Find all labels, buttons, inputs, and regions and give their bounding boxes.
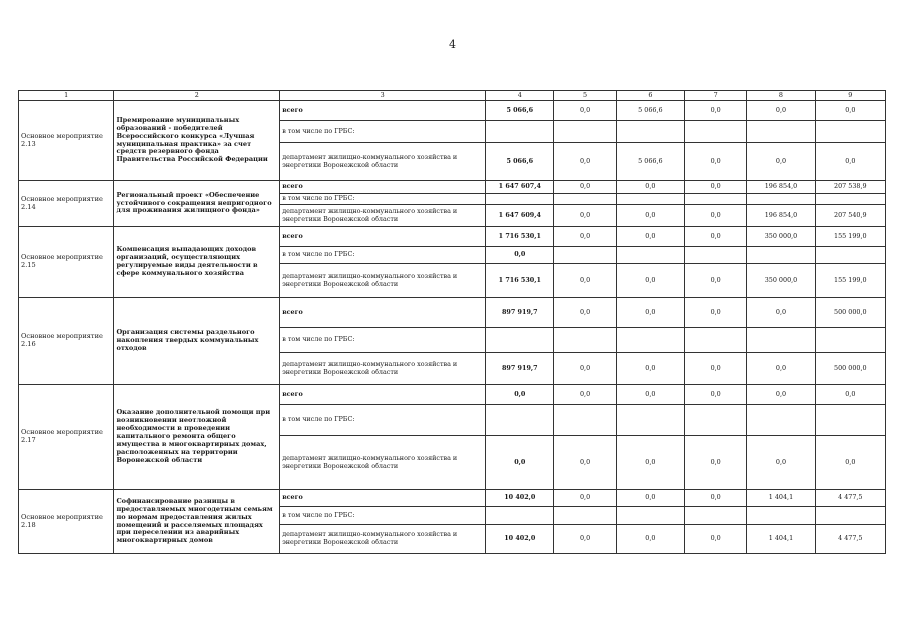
row-grbs-label: в том числе по ГРБС:: [280, 121, 486, 143]
value-cell: 897 919,7: [486, 353, 554, 385]
value-cell: 0,0: [685, 353, 747, 385]
value-cell: [486, 328, 554, 353]
value-cell: 0,0: [685, 181, 747, 194]
header-col-7: 7: [685, 91, 747, 101]
value-cell: [554, 328, 616, 353]
value-cell: 5 066,6: [616, 143, 684, 181]
value-cell: 0,0: [685, 298, 747, 328]
value-cell: 0,0: [554, 353, 616, 385]
budget-table: [18, 90, 886, 554]
value-cell: 1 716 530,1: [486, 227, 554, 247]
value-cell: 0,0: [747, 436, 815, 490]
row-department-label: департамент жилищно-коммунального хозяйства и энергетики Воронежской области: [280, 525, 486, 554]
value-cell: 0,0: [747, 143, 815, 181]
value-cell: 0,0: [616, 525, 684, 554]
value-cell: 1 404,1: [747, 490, 815, 507]
value-cell: 196 854,0: [747, 181, 815, 194]
measure-title: Оказание дополнительной помощи при возникновении неотложной необходимости в проведении капитального ремонта общего имущества в многоквартирных домах, расположенных на территории Воронежской области: [114, 385, 280, 490]
value-cell: [554, 194, 616, 205]
value-cell: 1 647 607,4: [486, 181, 554, 194]
value-cell: [815, 121, 885, 143]
value-cell: 5 066,6: [486, 143, 554, 181]
value-cell: [815, 328, 885, 353]
measure-code: Основное мероприятие 2.16: [19, 298, 114, 385]
value-cell: [486, 507, 554, 525]
value-cell: 1 716 530,1: [486, 264, 554, 298]
value-cell: 0,0: [815, 143, 885, 181]
measure-code: Основное мероприятие 2.13: [19, 101, 114, 181]
measure-title: Софинансирование разницы в предоставляемых многодетным семьям по нормам предоставления жилых помещений и расселяемых площадях при переселении из аварийных многоквартирных домов: [114, 490, 280, 554]
value-cell: 0,0: [815, 101, 885, 121]
measure-code: Основное мероприятие 2.14: [19, 181, 114, 227]
row-department-label: департамент жилищно-коммунального хозяйства и энергетики Воронежской области: [280, 143, 486, 181]
value-cell: 0,0: [685, 101, 747, 121]
value-cell: [747, 121, 815, 143]
row-department-label: департамент жилищно-коммунального хозяйства и энергетики Воронежской области: [280, 436, 486, 490]
value-cell: [685, 328, 747, 353]
value-cell: 0,0: [554, 101, 616, 121]
value-cell: 0,0: [616, 227, 684, 247]
header-col-5: 5: [554, 91, 616, 101]
table-row: [19, 298, 886, 328]
row-grbs-label: в том числе по ГРБС:: [280, 194, 486, 205]
value-cell: 500 000,0: [815, 298, 885, 328]
value-cell: [747, 405, 815, 436]
value-cell: [815, 194, 885, 205]
row-department-label: департамент жилищно-коммунального хозяйства и энергетики Воронежской области: [280, 264, 486, 298]
value-cell: 0,0: [554, 181, 616, 194]
value-cell: [554, 405, 616, 436]
header-row: [19, 91, 886, 101]
value-cell: 0,0: [747, 101, 815, 121]
value-cell: 0,0: [685, 205, 747, 227]
value-cell: [554, 121, 616, 143]
value-cell: 0,0: [616, 264, 684, 298]
header-col-6: 6: [616, 91, 684, 101]
value-cell: 207 538,9: [815, 181, 885, 194]
table-row: [19, 227, 886, 247]
value-cell: [486, 194, 554, 205]
value-cell: 0,0: [616, 181, 684, 194]
table-row: [19, 181, 886, 194]
row-grbs-label: в том числе по ГРБС:: [280, 247, 486, 264]
value-cell: [815, 247, 885, 264]
value-cell: 1 404,1: [747, 525, 815, 554]
row-total-label: всего: [280, 298, 486, 328]
value-cell: [685, 121, 747, 143]
value-cell: 0,0: [554, 227, 616, 247]
value-cell: 350 000,0: [747, 227, 815, 247]
value-cell: 10 402,0: [486, 490, 554, 507]
value-cell: 0,0: [554, 385, 616, 405]
measure-title: Организация системы раздельного накопления твердых коммунальных отходов: [114, 298, 280, 385]
value-cell: 0,0: [747, 385, 815, 405]
value-cell: 10 402,0: [486, 525, 554, 554]
row-grbs-label: в том числе по ГРБС:: [280, 507, 486, 525]
value-cell: 0,0: [486, 385, 554, 405]
header-col-3: 3: [280, 91, 486, 101]
value-cell: 207 540,9: [815, 205, 885, 227]
value-cell: 5 066,6: [616, 101, 684, 121]
value-cell: [747, 507, 815, 525]
value-cell: [486, 405, 554, 436]
measure-title: Региональный проект «Обеспечение устойчивого сокращения непригодного для проживания жилищного фонда»: [114, 181, 280, 227]
value-cell: 0,0: [616, 385, 684, 405]
value-cell: 0,0: [554, 264, 616, 298]
value-cell: [747, 247, 815, 264]
header-col-8: 8: [747, 91, 815, 101]
table-row: [19, 101, 886, 121]
row-total-label: всего: [280, 385, 486, 405]
header-col-2: 2: [114, 91, 280, 101]
value-cell: 0,0: [747, 298, 815, 328]
value-cell: 0,0: [554, 525, 616, 554]
value-cell: 0,0: [554, 205, 616, 227]
value-cell: 4 477,5: [815, 490, 885, 507]
value-cell: 0,0: [685, 436, 747, 490]
measure-code: Основное мероприятие 2.15: [19, 227, 114, 298]
value-cell: 0,0: [685, 385, 747, 405]
value-cell: 1 647 609,4: [486, 205, 554, 227]
value-cell: 0,0: [685, 143, 747, 181]
value-cell: [616, 121, 684, 143]
row-department-label: департамент жилищно-коммунального хозяйства и энергетики Воронежской области: [280, 205, 486, 227]
value-cell: 350 000,0: [747, 264, 815, 298]
header-col-9: 9: [815, 91, 885, 101]
value-cell: [747, 194, 815, 205]
row-total-label: всего: [280, 101, 486, 121]
value-cell: 0,0: [616, 490, 684, 507]
value-cell: [486, 121, 554, 143]
value-cell: 500 000,0: [815, 353, 885, 385]
value-cell: 0,0: [486, 436, 554, 490]
value-cell: 0,0: [616, 353, 684, 385]
value-cell: [815, 507, 885, 525]
header-col-4: 4: [486, 91, 554, 101]
value-cell: 155 199,0: [815, 264, 885, 298]
page-number: 4: [449, 38, 456, 51]
value-cell: [616, 507, 684, 525]
value-cell: 0,0: [554, 490, 616, 507]
value-cell: 4 477,5: [815, 525, 885, 554]
value-cell: 897 919,7: [486, 298, 554, 328]
table-row: [19, 490, 886, 507]
measure-code: Основное мероприятие 2.17: [19, 385, 114, 490]
value-cell: 0,0: [616, 436, 684, 490]
value-cell: 0,0: [815, 436, 885, 490]
value-cell: 0,0: [747, 353, 815, 385]
value-cell: [616, 194, 684, 205]
value-cell: 0,0: [815, 385, 885, 405]
value-cell: [747, 328, 815, 353]
value-cell: 0,0: [554, 436, 616, 490]
value-cell: [685, 194, 747, 205]
value-cell: 196 854,0: [747, 205, 815, 227]
value-cell: 0,0: [616, 298, 684, 328]
value-cell: [815, 405, 885, 436]
value-cell: [554, 247, 616, 264]
value-cell: 0,0: [554, 143, 616, 181]
measure-title: Компенсация выпадающих доходов организаций, осуществляющих регулируемые виды деятельности в сфере коммунального хозяйства: [114, 227, 280, 298]
value-cell: 0,0: [685, 227, 747, 247]
row-total-label: всего: [280, 490, 486, 507]
row-department-label: департамент жилищно-коммунального хозяйства и энергетики Воронежской области: [280, 353, 486, 385]
row-total-label: всего: [280, 181, 486, 194]
value-cell: 0,0: [685, 490, 747, 507]
value-cell: [685, 405, 747, 436]
value-cell: 0,0: [616, 205, 684, 227]
value-cell: 0,0: [685, 525, 747, 554]
value-cell: 0,0: [554, 298, 616, 328]
value-cell: 0,0: [685, 264, 747, 298]
value-cell: [685, 247, 747, 264]
value-cell: [554, 507, 616, 525]
value-cell: 5 066,6: [486, 101, 554, 121]
table-row: [19, 385, 886, 405]
row-grbs-label: в том числе по ГРБС:: [280, 405, 486, 436]
measure-title: Премирование муниципальных образований - победителей Всероссийского конкурса «Лучшая муниципальная практика» за счет средств резервного фонда Правительства Российской Федерации: [114, 101, 280, 181]
value-cell: [616, 405, 684, 436]
value-cell: 0,0: [486, 247, 554, 264]
value-cell: [616, 328, 684, 353]
value-cell: [685, 507, 747, 525]
value-cell: 155 199,0: [815, 227, 885, 247]
row-grbs-label: в том числе по ГРБС:: [280, 328, 486, 353]
measure-code: Основное мероприятие 2.18: [19, 490, 114, 554]
header-col-1: 1: [19, 91, 114, 101]
row-total-label: всего: [280, 227, 486, 247]
value-cell: [616, 247, 684, 264]
